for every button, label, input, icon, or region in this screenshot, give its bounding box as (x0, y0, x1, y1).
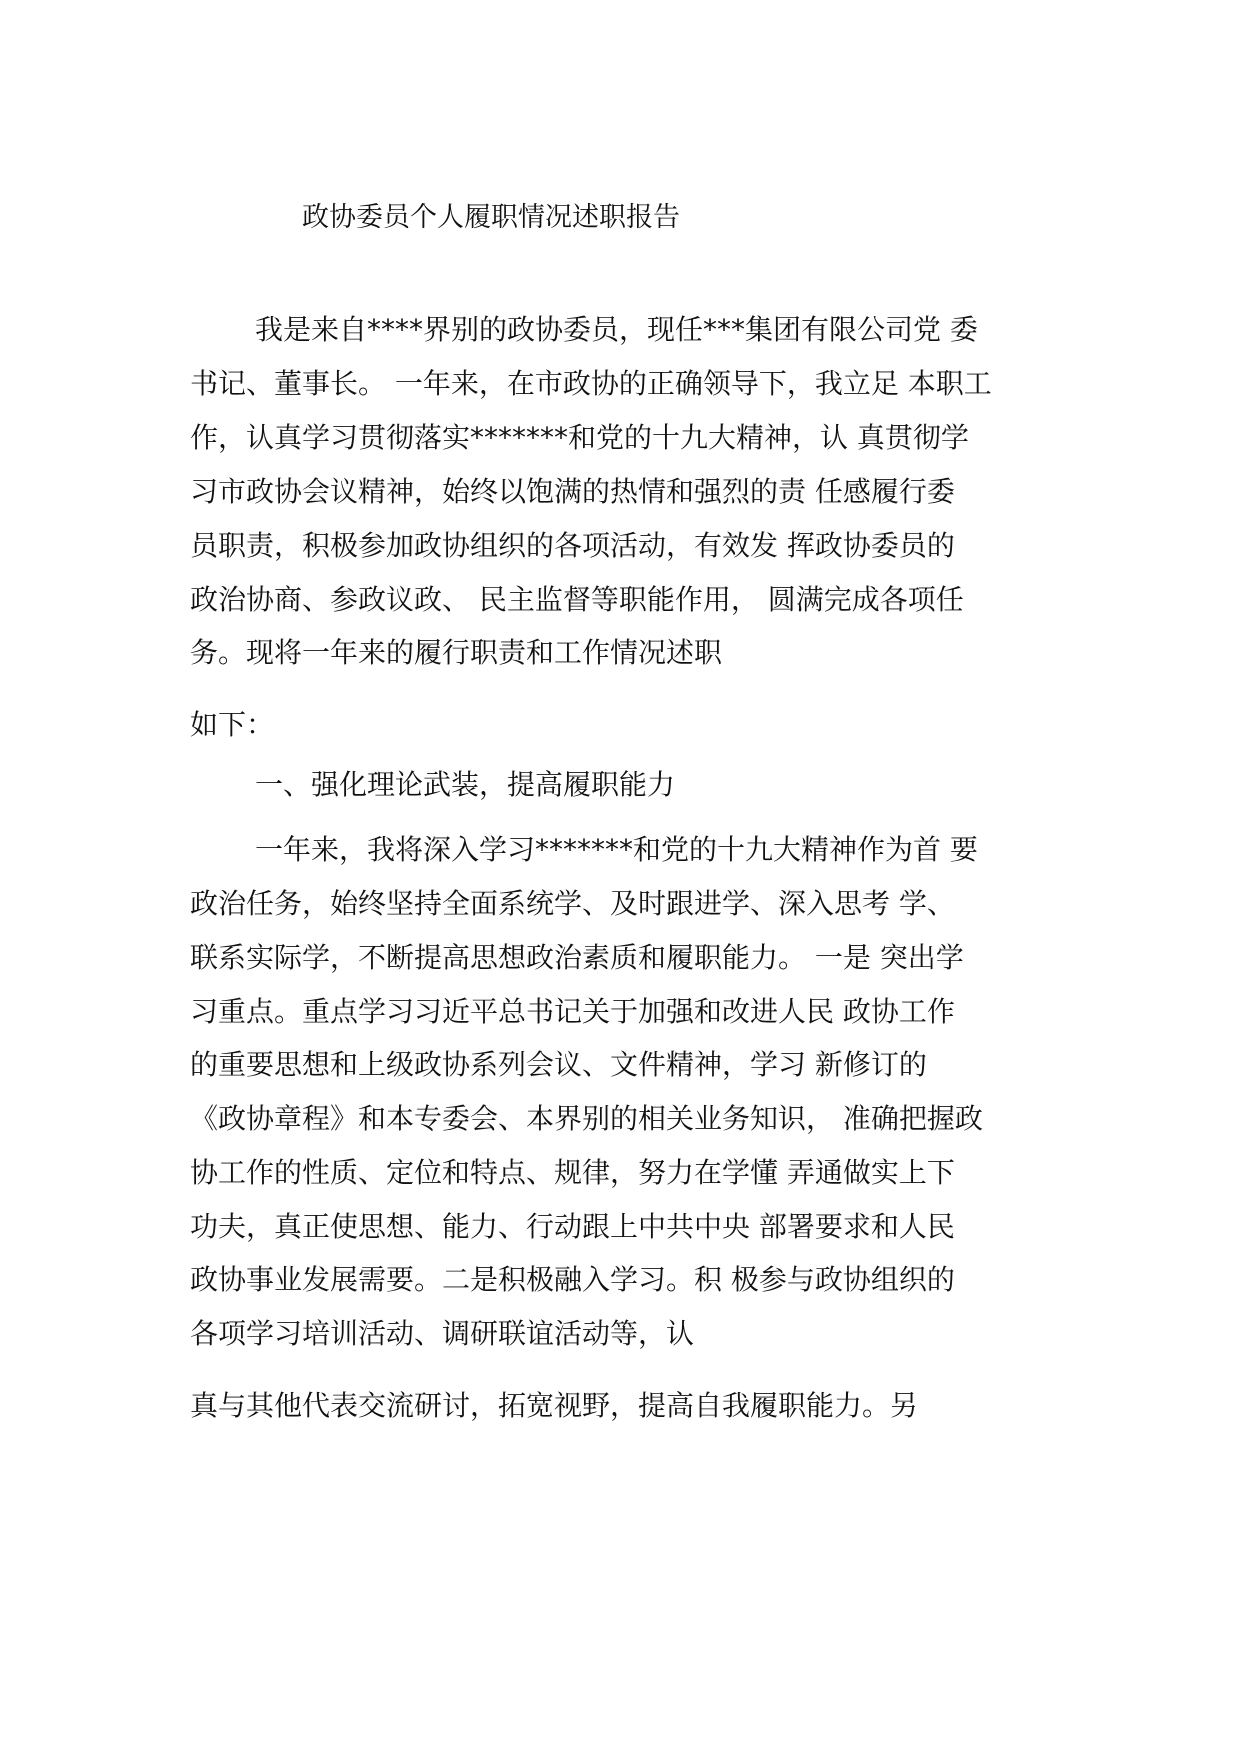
paragraph-line: 《政协章程》和本专委会、本界别的相关业务知识， 准确把握政 (190, 1102, 983, 1135)
paragraph-line: 习重点。重点学习习近平总书记关于加强和改进人民 政协工作 (190, 995, 955, 1028)
paragraph-line: 书记、董事长。 一年来，在市政协的正确领导下，我立足 本职工 (190, 367, 992, 400)
paragraph-line: 务。现将一年来的履行职责和工作情况述职 (190, 636, 723, 669)
paragraph-line: 政治协商、参政议政、 民主监督等职能作用， 圆满完成各项任 (190, 583, 964, 616)
paragraph-line: 功夫，真正使思想、能力、行动跟上中共中央 部署要求和人民 (190, 1210, 955, 1243)
paragraph-line: 政治任务，始终坚持全面系统学、及时跟进学、深入思考 学、 (190, 887, 955, 920)
paragraph-line: 联系实际学，不断提高思想政治素质和履职能力。 一是 突出学 (190, 941, 964, 974)
paragraph-line: 一年来，我将深入学习*******和党的十九大精神作为首 要 (255, 833, 978, 866)
document-title: 政协委员个人履职情况述职报告 (302, 202, 680, 233)
paragraph-line: 员职责，积极参加政协组织的各项活动，有效发 挥政协委员的 (190, 529, 955, 562)
paragraph-line: 习市政协会议精神，始终以饱满的热情和强烈的责 任感履行委 (190, 475, 955, 508)
section-heading: 一、强化理论武装，提高履职能力 (255, 768, 676, 801)
paragraph-line: 的重要思想和上级政协系列会议、文件精神，学习 新修订的 (190, 1048, 927, 1081)
paragraph-line: 我是来自****界别的政协委员，现任***集团有限公司党 委 (255, 313, 978, 346)
paragraph-line: 政协事业发展需要。二是积极融入学习。积 极参与政协组织的 (190, 1263, 955, 1296)
paragraph-line: 真与其他代表交流研讨，拓宽视野，提高自我履职能力。另 (190, 1389, 919, 1422)
paragraph-line: 如下： (190, 708, 275, 741)
paragraph-line: 协工作的性质、定位和特点、规律，努力在学懂 弄通做实上下 (190, 1156, 955, 1189)
paragraph-line: 各项学习培训活动、调研联谊活动等，认 (190, 1317, 695, 1350)
paragraph-line: 作，认真学习贯彻落实*******和党的十九大精神，认 真贯彻学 (190, 421, 969, 454)
